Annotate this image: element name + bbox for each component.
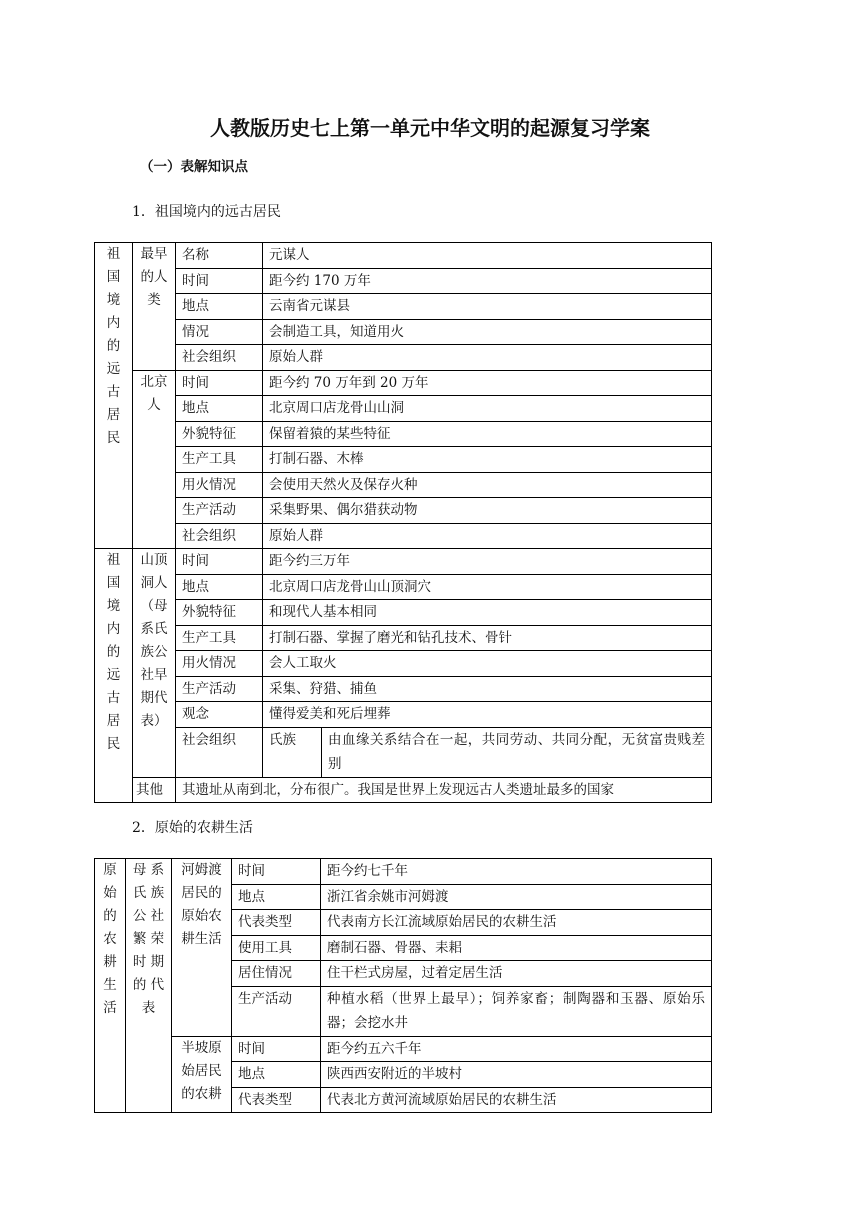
field-name: 生产活动 [176, 498, 263, 524]
field-value: 会制造工具，知道用火 [263, 319, 712, 345]
table-row [95, 523, 712, 549]
table-row [95, 859, 712, 885]
field-name: 用火情况 [176, 472, 263, 498]
table-row [95, 777, 712, 803]
table-row [95, 702, 712, 728]
group-label-cell: 原 始 的 农 耕 生 活 [95, 859, 126, 1113]
field-name: 情况 [176, 319, 263, 345]
field-value: 打制石器、掌握了磨光和钻孔技术、骨针 [263, 625, 712, 651]
field-name: 地点 [232, 1062, 321, 1088]
upper-cave-label-cell: 山顶 洞人 （母 系氏 族公 社早 期代 表） [133, 549, 176, 778]
field-value: 代表北方黄河流域原始居民的农耕生活 [321, 1087, 712, 1113]
table-row [95, 294, 712, 320]
field-value: 和现代人基本相同 [263, 600, 712, 626]
section-heading: （一）表解知识点 [140, 159, 248, 175]
field-name: 使用工具 [232, 935, 321, 961]
field-value: 其遗址从南到北，分布很广。我国是世界上发现远古人类遗址最多的国家 [176, 777, 712, 803]
field-name: 时间 [232, 1036, 321, 1062]
field-value: 陕西西安附近的半坡村 [321, 1062, 712, 1088]
table-row [95, 319, 712, 345]
field-name: 用火情况 [176, 651, 263, 677]
period-label-cell: 母 系 氏 族 公 社 繁 荣 时 期 的 代 表 [126, 859, 172, 1113]
table-row [95, 498, 712, 524]
field-value: 代表南方长江流域原始居民的农耕生活 [321, 910, 712, 936]
field-value: 原始人群 [263, 345, 712, 371]
field-subname: 氏族 [263, 727, 322, 777]
field-value: 种植水稻（世界上最早）；饲养家畜；制陶器和玉器、原始乐器；会挖水井 [321, 986, 712, 1036]
field-name: 时间 [176, 549, 263, 575]
table-row [95, 345, 712, 371]
field-value: 北京周口店龙骨山山顶洞穴 [263, 574, 712, 600]
table-row [95, 600, 712, 626]
table-row [95, 472, 712, 498]
field-value: 由血缘关系结合在一起，共同劳动、共同分配，无贫富贵贱差别 [322, 727, 712, 777]
field-name: 生产工具 [176, 447, 263, 473]
group-label-cell: 祖 国 境 内 的 远 古 居 民 [95, 243, 133, 549]
field-value: 采集、狩猎、捕鱼 [263, 676, 712, 702]
table-row [95, 268, 712, 294]
other-label: 其他 [133, 777, 176, 803]
field-name: 外貌特征 [176, 600, 263, 626]
field-value: 元谋人 [263, 243, 712, 269]
table-row [95, 549, 712, 575]
field-name: 时间 [176, 268, 263, 294]
table-row [95, 574, 712, 600]
field-value: 距今约七千年 [321, 859, 712, 885]
section-title-ancient-residents: 1．祖国境内的远古居民 [132, 204, 281, 220]
hemudu-label-cell: 河姆渡 居民的 原始农 耕生活 [172, 859, 232, 1037]
field-value: 打制石器、木棒 [263, 447, 712, 473]
field-value: 会人工取火 [263, 651, 712, 677]
field-value: 采集野果、偶尔猎获动物 [263, 498, 712, 524]
page-title: 人教版历史七上第一单元中华文明的起源复习学案 [210, 116, 650, 140]
field-name: 地点 [176, 396, 263, 422]
table-row [95, 676, 712, 702]
field-name: 观念 [176, 702, 263, 728]
field-name: 居住情况 [232, 961, 321, 987]
peking-label-cell: 北京 人 [133, 370, 176, 549]
ancient-residents-table [94, 242, 712, 803]
field-name: 外貌特征 [176, 421, 263, 447]
field-value: 磨制石器、骨器、耒耜 [321, 935, 712, 961]
field-name: 社会组织 [176, 523, 263, 549]
field-value: 懂得爱美和死后埋葬 [263, 702, 712, 728]
table-row [95, 447, 712, 473]
field-value: 云南省元谋县 [263, 294, 712, 320]
field-value: 距今约 170 万年 [263, 268, 712, 294]
table-row [95, 625, 712, 651]
section-title-farming-life: 2．原始的农耕生活 [132, 820, 253, 836]
group-label-cell: 祖 国 境 内 的 远 古 居 民 [95, 549, 133, 803]
field-name: 生产活动 [232, 986, 321, 1036]
banpo-label-cell: 半坡原 始居民 的农耕 [172, 1036, 232, 1113]
field-name: 地点 [176, 294, 263, 320]
field-name: 地点 [176, 574, 263, 600]
field-value: 距今约五六千年 [321, 1036, 712, 1062]
field-name: 时间 [232, 859, 321, 885]
table-row [95, 651, 712, 677]
field-name: 社会组织 [176, 727, 263, 777]
table-row [95, 243, 712, 269]
table-row [95, 727, 712, 777]
field-value: 原始人群 [263, 523, 712, 549]
farming-life-table [94, 858, 712, 1113]
field-value: 距今约 70 万年到 20 万年 [263, 370, 712, 396]
field-name: 代表类型 [232, 910, 321, 936]
yuanmou-label-cell: 最早 的人 类 [133, 243, 176, 371]
table-row [95, 396, 712, 422]
field-value: 保留着猿的某些特征 [263, 421, 712, 447]
field-name: 生产工具 [176, 625, 263, 651]
field-name: 名称 [176, 243, 263, 269]
field-value: 北京周口店龙骨山山洞 [263, 396, 712, 422]
table-row [95, 370, 712, 396]
field-name: 生产活动 [176, 676, 263, 702]
field-value: 住干栏式房屋，过着定居生活 [321, 961, 712, 987]
field-name: 地点 [232, 884, 321, 910]
field-value: 浙江省余姚市河姆渡 [321, 884, 712, 910]
table-row [95, 421, 712, 447]
field-value: 距今约三万年 [263, 549, 712, 575]
field-value: 会使用天然火及保存火种 [263, 472, 712, 498]
table-row [95, 1036, 712, 1062]
field-name: 社会组织 [176, 345, 263, 371]
field-name: 时间 [176, 370, 263, 396]
field-name: 代表类型 [232, 1087, 321, 1113]
